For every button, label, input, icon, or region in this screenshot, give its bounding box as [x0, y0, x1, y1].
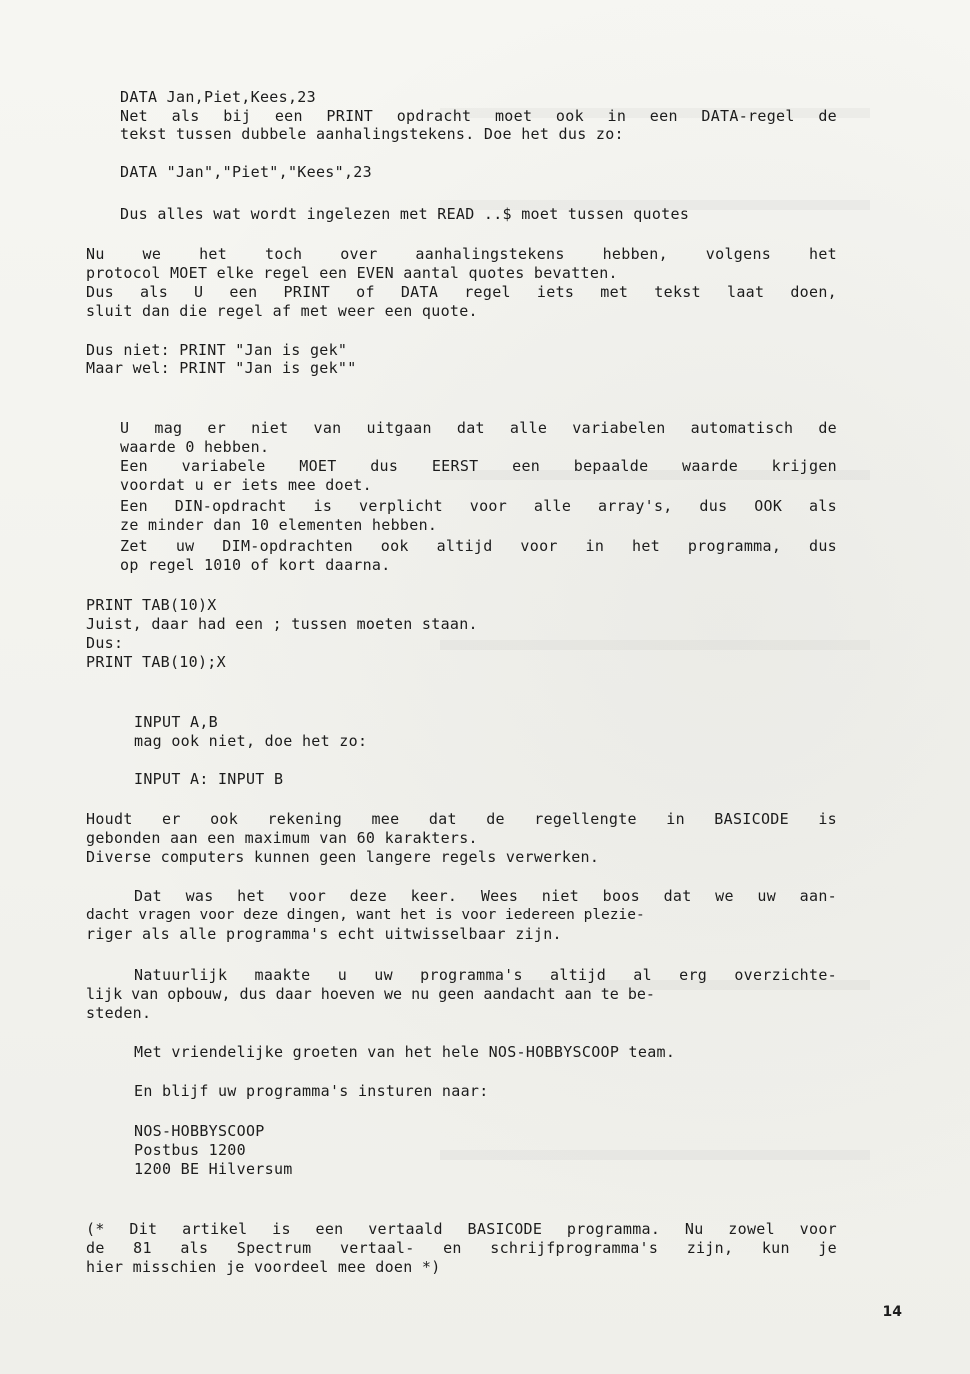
- address-line: 1200 BE Hilversum: [134, 1160, 293, 1178]
- text-line: Dat was het voor deze keer. Wees niet boos dat we uw aan-: [134, 887, 837, 905]
- code-line: DATA Jan,Piet,Kees,23: [120, 88, 316, 106]
- text-line: Dus als U een PRINT of DATA regel iets met tekst laat doen,: [86, 283, 837, 301]
- code-line: PRINT TAB(10);X: [86, 653, 226, 671]
- text-line: Houdt er ook rekening mee dat de regellengte in BASICODE is: [86, 810, 837, 828]
- text-line: op regel 1010 of kort daarna.: [120, 556, 391, 574]
- text-line: Dus alles wat wordt ingelezen met READ ..$ moet tussen quotes: [120, 205, 690, 223]
- footnote-line: (* Dit artikel is een vertaald BASICODE programma. Nu zowel voor: [86, 1220, 837, 1238]
- code-line: Dus niet: PRINT "Jan is gek": [86, 341, 348, 359]
- text-line: dacht vragen voor deze dingen, want het is voor iedereen plezie-: [86, 907, 645, 923]
- text-line: Diverse computers kunnen geen langere regels verwerken.: [86, 848, 600, 866]
- text-line: Zet uw DIM-opdrachten ook altijd voor in het programma, dus: [120, 537, 837, 555]
- text-line: Met vriendelijke groeten van het hele NOS-HOBBYSCOOP team.: [134, 1043, 676, 1061]
- text-line: Natuurlijk maakte u uw programma's altijd al erg overzichte-: [134, 966, 837, 984]
- address-line: NOS-HOBBYSCOOP: [134, 1122, 265, 1140]
- text-line: riger als alle programma's echt uitwisselbaar zijn.: [86, 925, 562, 943]
- text-line: ze minder dan 10 elementen hebben.: [120, 516, 438, 534]
- text-line: Dus:: [86, 634, 124, 652]
- code-line: Maar wel: PRINT "Jan is gek"": [86, 359, 357, 377]
- text-line: Juist, daar had een ; tussen moeten staan.: [86, 615, 478, 633]
- text-line: mag ook niet, doe het zo:: [134, 732, 368, 750]
- text-line: waarde 0 hebben.: [120, 438, 270, 456]
- text-line: Nu we het toch over aanhalingstekens hebben, volgens het: [86, 245, 837, 263]
- footnote-line: hier misschien je voordeel mee doen *): [86, 1258, 441, 1276]
- text-line: En blijf uw programma's insturen naar:: [134, 1082, 489, 1100]
- text-line: lijk van opbouw, dus daar hoeven we nu geen aandacht aan te be-: [86, 985, 655, 1003]
- text-line: sluit dan die regel af met weer een quote.: [86, 302, 478, 320]
- text-line: Een DIN-opdracht is verplicht voor alle array's, dus OOK als: [120, 497, 837, 515]
- text-line: U mag er niet van uitgaan dat alle variabelen automatisch de: [120, 419, 837, 437]
- code-line: PRINT TAB(10)X: [86, 596, 217, 614]
- bleed-through: [440, 1150, 870, 1160]
- bleed-through: [440, 640, 870, 650]
- page-number: 14: [882, 1304, 902, 1320]
- text-line: Een variabele MOET dus EERST een bepaalde waarde krijgen: [120, 457, 837, 475]
- code-line: INPUT A,B: [134, 713, 218, 731]
- footnote-line: de 81 als Spectrum vertaal- en schrijfprogramma's zijn, kun je: [86, 1239, 837, 1257]
- code-line: INPUT A: INPUT B: [134, 770, 284, 788]
- code-line: DATA "Jan","Piet","Kees",23: [120, 163, 372, 181]
- text-line: gebonden aan een maximum van 60 karakters.: [86, 829, 478, 847]
- address-line: Postbus 1200: [134, 1141, 246, 1159]
- text-line: protocol MOET elke regel een EVEN aantal quotes bevatten.: [86, 264, 618, 282]
- text-line: voordat u er iets mee doet.: [120, 476, 372, 494]
- text-line: Net als bij een PRINT opdracht moet ook in een DATA-regel de: [120, 107, 837, 125]
- text-line: tekst tussen dubbele aanhalingstekens. Doe het dus zo:: [120, 125, 624, 143]
- text-line: steden.: [86, 1004, 152, 1022]
